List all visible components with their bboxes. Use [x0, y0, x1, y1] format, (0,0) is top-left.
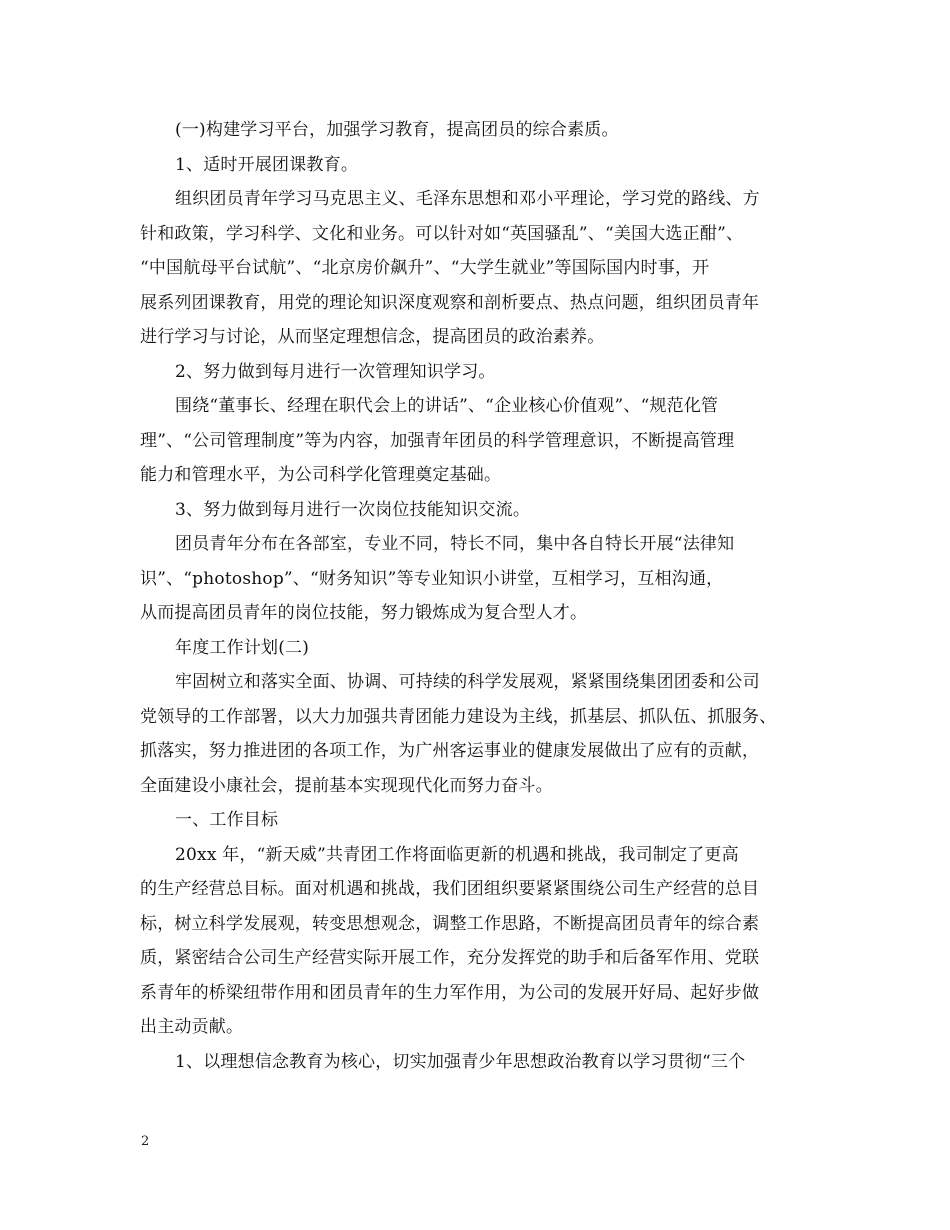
text-line: (一)构建学习平台，加强学习教育，提高团员的综合素质。 — [175, 120, 619, 140]
paragraph-body — [140, 527, 830, 631]
text-line: 党领导的工作部署，以大力加强共青团能力建设为主线，抓基层、抓队伍、抓服务、 — [140, 706, 777, 727]
text-line: 识”、“photoshop”、“财务知识”等专业知识小讲堂，互相学习，互相沟通， — [140, 568, 724, 589]
paragraph-section-heading — [140, 113, 830, 148]
text-line: 年度工作计划(二) — [175, 637, 310, 658]
paragraph-item-heading — [140, 355, 830, 390]
text-line: 2、努力做到每月进行一次管理知识学习。 — [175, 361, 496, 382]
paragraph-item-heading — [140, 148, 830, 183]
text-line: 出主动贡献。 — [140, 1017, 244, 1037]
text-line: 展系列团课教育，用党的理论知识深度观察和剖析要点、热点问题，组织团员青年 — [140, 292, 760, 313]
page-number: 2 — [141, 1134, 150, 1149]
text-line: 团员青年分布在各部室，专业不同，特长不同，集中各自特长开展“法律知 — [175, 534, 735, 554]
text-line: 1、适时开展团课教育。 — [175, 154, 359, 175]
text-line: 从而提高团员青年的岗位技能，努力锻炼成为复合型人才。 — [140, 603, 588, 623]
text-line: 牢固树立和落实全面、协调、可持续的科学发展观，紧紧围绕集团团委和公司 — [175, 672, 760, 692]
text-line: 的生产经营总目标。面对机遇和挑战，我们团组织要紧紧围绕公司生产经营的总目 — [140, 879, 760, 899]
text-line: 系青年的桥梁纽带作用和团员青年的生力军作用，为公司的发展开好局、起好步做 — [140, 982, 760, 1003]
paragraph-section-heading — [140, 803, 830, 838]
document-body — [140, 113, 830, 1079]
text-line: 能力和管理水平，为公司科学化管理奠定基础。 — [140, 465, 502, 485]
text-line: 20xx 年，“新天威”共青团工作将面临更新的机遇和挑战，我司制定了更高 — [175, 844, 739, 865]
text-line: 一、工作目标 — [175, 810, 279, 830]
text-line: 理”、“公司管理制度”等为内容，加强青年团员的科学管理意识，不断提高管理 — [140, 430, 735, 451]
text-line: 标，树立科学发展观，转变思想观念，调整工作思路，不断提高团员青年的综合素 — [140, 913, 760, 934]
paragraph-body — [140, 838, 830, 1045]
text-line: 全面建设小康社会，提前基本实现现代化而努力奋斗。 — [140, 775, 553, 796]
paragraph-body — [140, 389, 830, 493]
paragraph-body — [140, 182, 830, 355]
text-line: 质，紧密结合公司生产经营实际开展工作，充分发挥党的助手和后备军作用、党联 — [140, 948, 760, 968]
text-line: 针和政策，学习科学、文化和业务。可以针对如“英国骚乱”、“美国大选正酣”、 — [140, 223, 744, 244]
text-line: 组织团员青年学习马克思主义、毛泽东思想和邓小平理论，学习党的路线、方 — [175, 189, 760, 209]
text-line: 3、努力做到每月进行一次岗位技能知识交流。 — [175, 499, 531, 520]
text-line: 围绕“董事长、经理在职代会上的讲话”、“企业核心价值观”、“规范化管 — [175, 396, 719, 416]
text-line: “中国航母平台试航”、“北京房价飙升”、“大学生就业”等国际国内时事，开 — [140, 258, 710, 278]
paragraph-section-title — [140, 631, 830, 666]
paragraph-item-heading — [140, 493, 830, 528]
text-line: 1、以理想信念教育为核心，切实加强青少年思想政治教育以学习贯彻“三个 — [175, 1051, 746, 1072]
text-line: 进行学习与讨论，从而坚定理想信念，提高团员的政治素养。 — [140, 327, 605, 347]
paragraph-body — [140, 665, 830, 803]
paragraph-item-heading — [140, 1045, 830, 1080]
text-line: 抓落实，努力推进团的各项工作，为广州客运事业的健康发展做出了应有的贡献， — [140, 741, 760, 761]
